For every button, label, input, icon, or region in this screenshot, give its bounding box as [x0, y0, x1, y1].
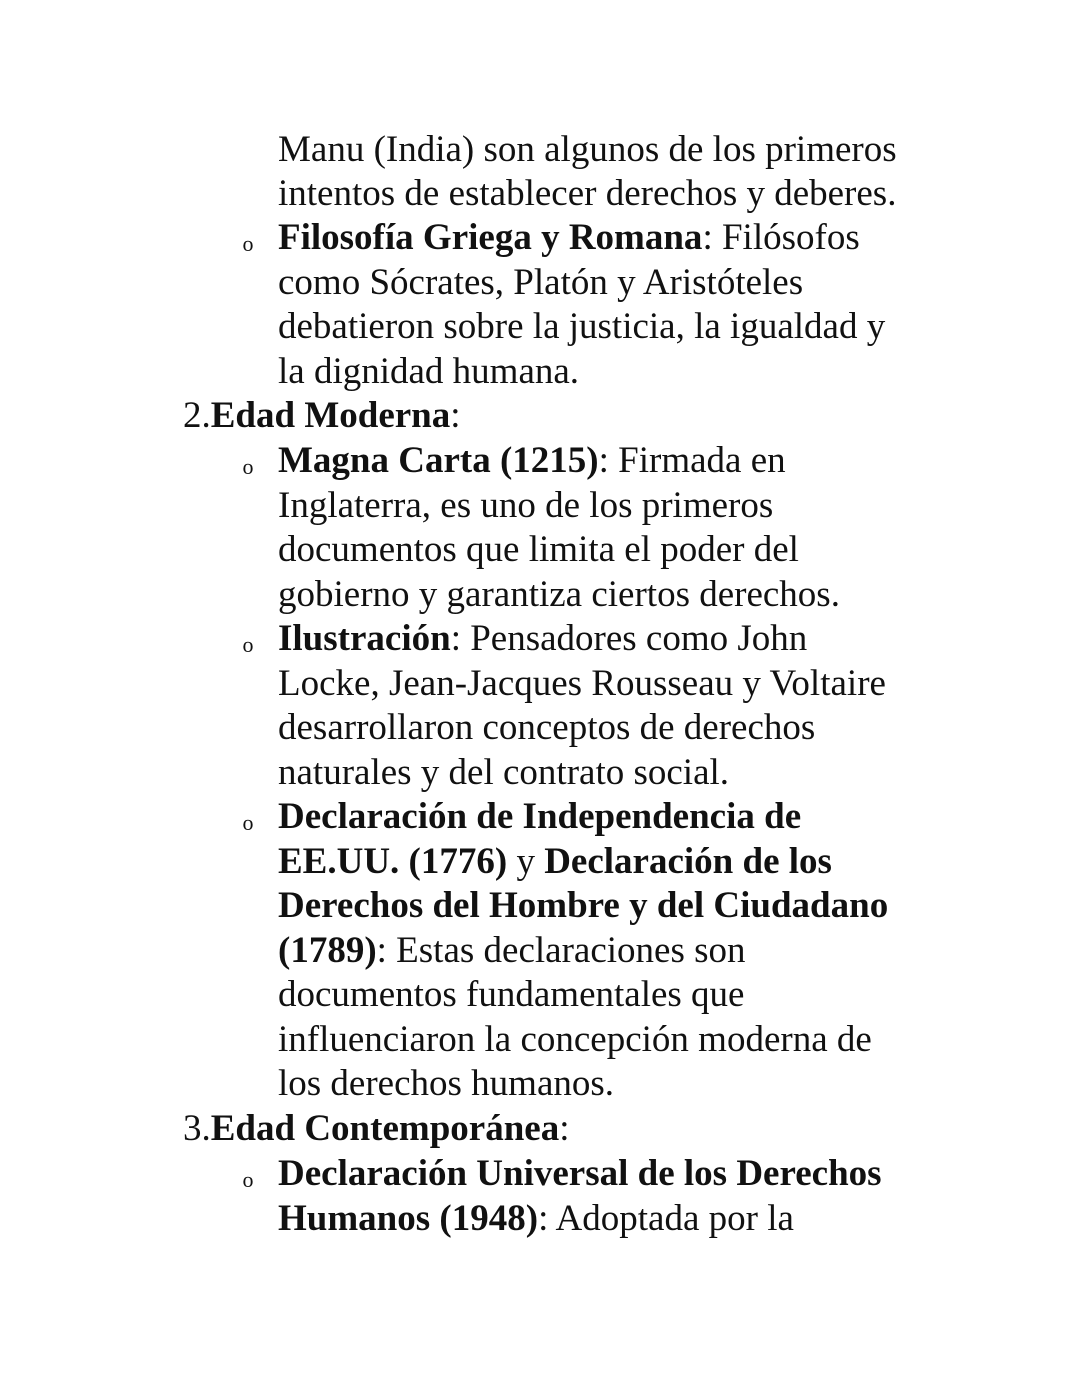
greek-line-1 — [278, 216, 860, 260]
ilustracion-line-1 — [278, 617, 807, 661]
udhr-desc: : Adoptada por la — [538, 1198, 794, 1239]
greek-line-2: como Sócrates, Platón y Aristóteles — [278, 262, 804, 303]
greek-line-4: la dignidad humana. — [278, 351, 580, 392]
ilustracion-first: Pensadores como John — [460, 618, 808, 659]
declaraciones-line-3 — [278, 884, 888, 928]
declaraciones-title-1: Declaración de Independencia de — [278, 796, 802, 837]
magna-title: Magna Carta (1215) — [278, 440, 599, 481]
intro-line-2: intentos de establecer derechos y deberes. — [278, 173, 897, 214]
udhr-title-1: Declaración Universal de los Derechos — [278, 1153, 882, 1194]
ilustracion-line-3: desarrollaron conceptos de derechos — [278, 707, 816, 748]
declaraciones-connector: y — [507, 841, 545, 882]
ilustracion-colon: : — [450, 618, 461, 659]
udhr-line-2 — [278, 1197, 794, 1241]
greek-colon: : — [702, 217, 713, 258]
udhr-title-2: Humanos (1948) — [278, 1198, 539, 1239]
greek-first: Filósofos — [712, 217, 860, 258]
declaraciones-line-6: influenciaron la concepción moderna de — [278, 1019, 872, 1060]
ilustracion-line-2: Locke, Jean-Jacques Rousseau y Voltaire — [278, 663, 886, 704]
section-2-number: 2. — [183, 395, 211, 436]
magna-first: Firmada en — [608, 440, 786, 481]
greek-line-3: debatieron sobre la justicia, la igualdad y — [278, 306, 886, 347]
section-3-number: 3. — [183, 1108, 211, 1149]
bullet-icon: o — [242, 1167, 254, 1192]
section-3-colon: : — [559, 1108, 570, 1149]
magna-line-1 — [278, 439, 786, 483]
bullet-icon: o — [242, 632, 254, 657]
declaraciones-line-4 — [278, 929, 746, 973]
ilustracion-line-4: naturales y del contrato social. — [278, 752, 730, 793]
section-2-colon: : — [450, 395, 461, 436]
udhr-line-1 — [278, 1152, 882, 1196]
declaraciones-desc-1: : Estas declaraciones son — [376, 930, 746, 971]
bullet-icon: o — [242, 231, 254, 256]
ilustracion-title: Ilustración — [278, 618, 451, 659]
bullet-icon: o — [242, 810, 254, 835]
bullet-icon: o — [242, 454, 254, 479]
magna-line-4: gobierno y garantiza ciertos derechos. — [278, 574, 840, 615]
greek-title: Filosofía Griega y Romana — [278, 217, 703, 258]
declaraciones-eeuu: EE.UU. (1776) — [278, 841, 508, 882]
magna-colon: : — [598, 440, 609, 481]
section-3-heading — [183, 1107, 569, 1151]
declaraciones-year: (1789) — [278, 930, 377, 971]
section-3-title: Edad Contemporánea — [210, 1108, 560, 1149]
magna-line-3: documentos que limita el poder del — [278, 529, 799, 570]
section-2-title: Edad Moderna — [210, 395, 451, 436]
declaraciones-line-7: los derechos humanos. — [278, 1063, 615, 1104]
declaraciones-title-3: Derechos del Hombre y del Ciudadano — [278, 885, 889, 926]
declaraciones-line-2 — [278, 840, 832, 884]
section-2-heading — [183, 394, 461, 438]
declaraciones-line-1 — [278, 795, 801, 839]
intro-line-1: Manu (India) son algunos de los primeros — [278, 129, 897, 170]
magna-line-2: Inglaterra, es uno de los primeros — [278, 485, 774, 526]
declaraciones-title-2: Declaración de los — [544, 841, 832, 882]
declaraciones-line-5: documentos fundamentales que — [278, 974, 745, 1015]
